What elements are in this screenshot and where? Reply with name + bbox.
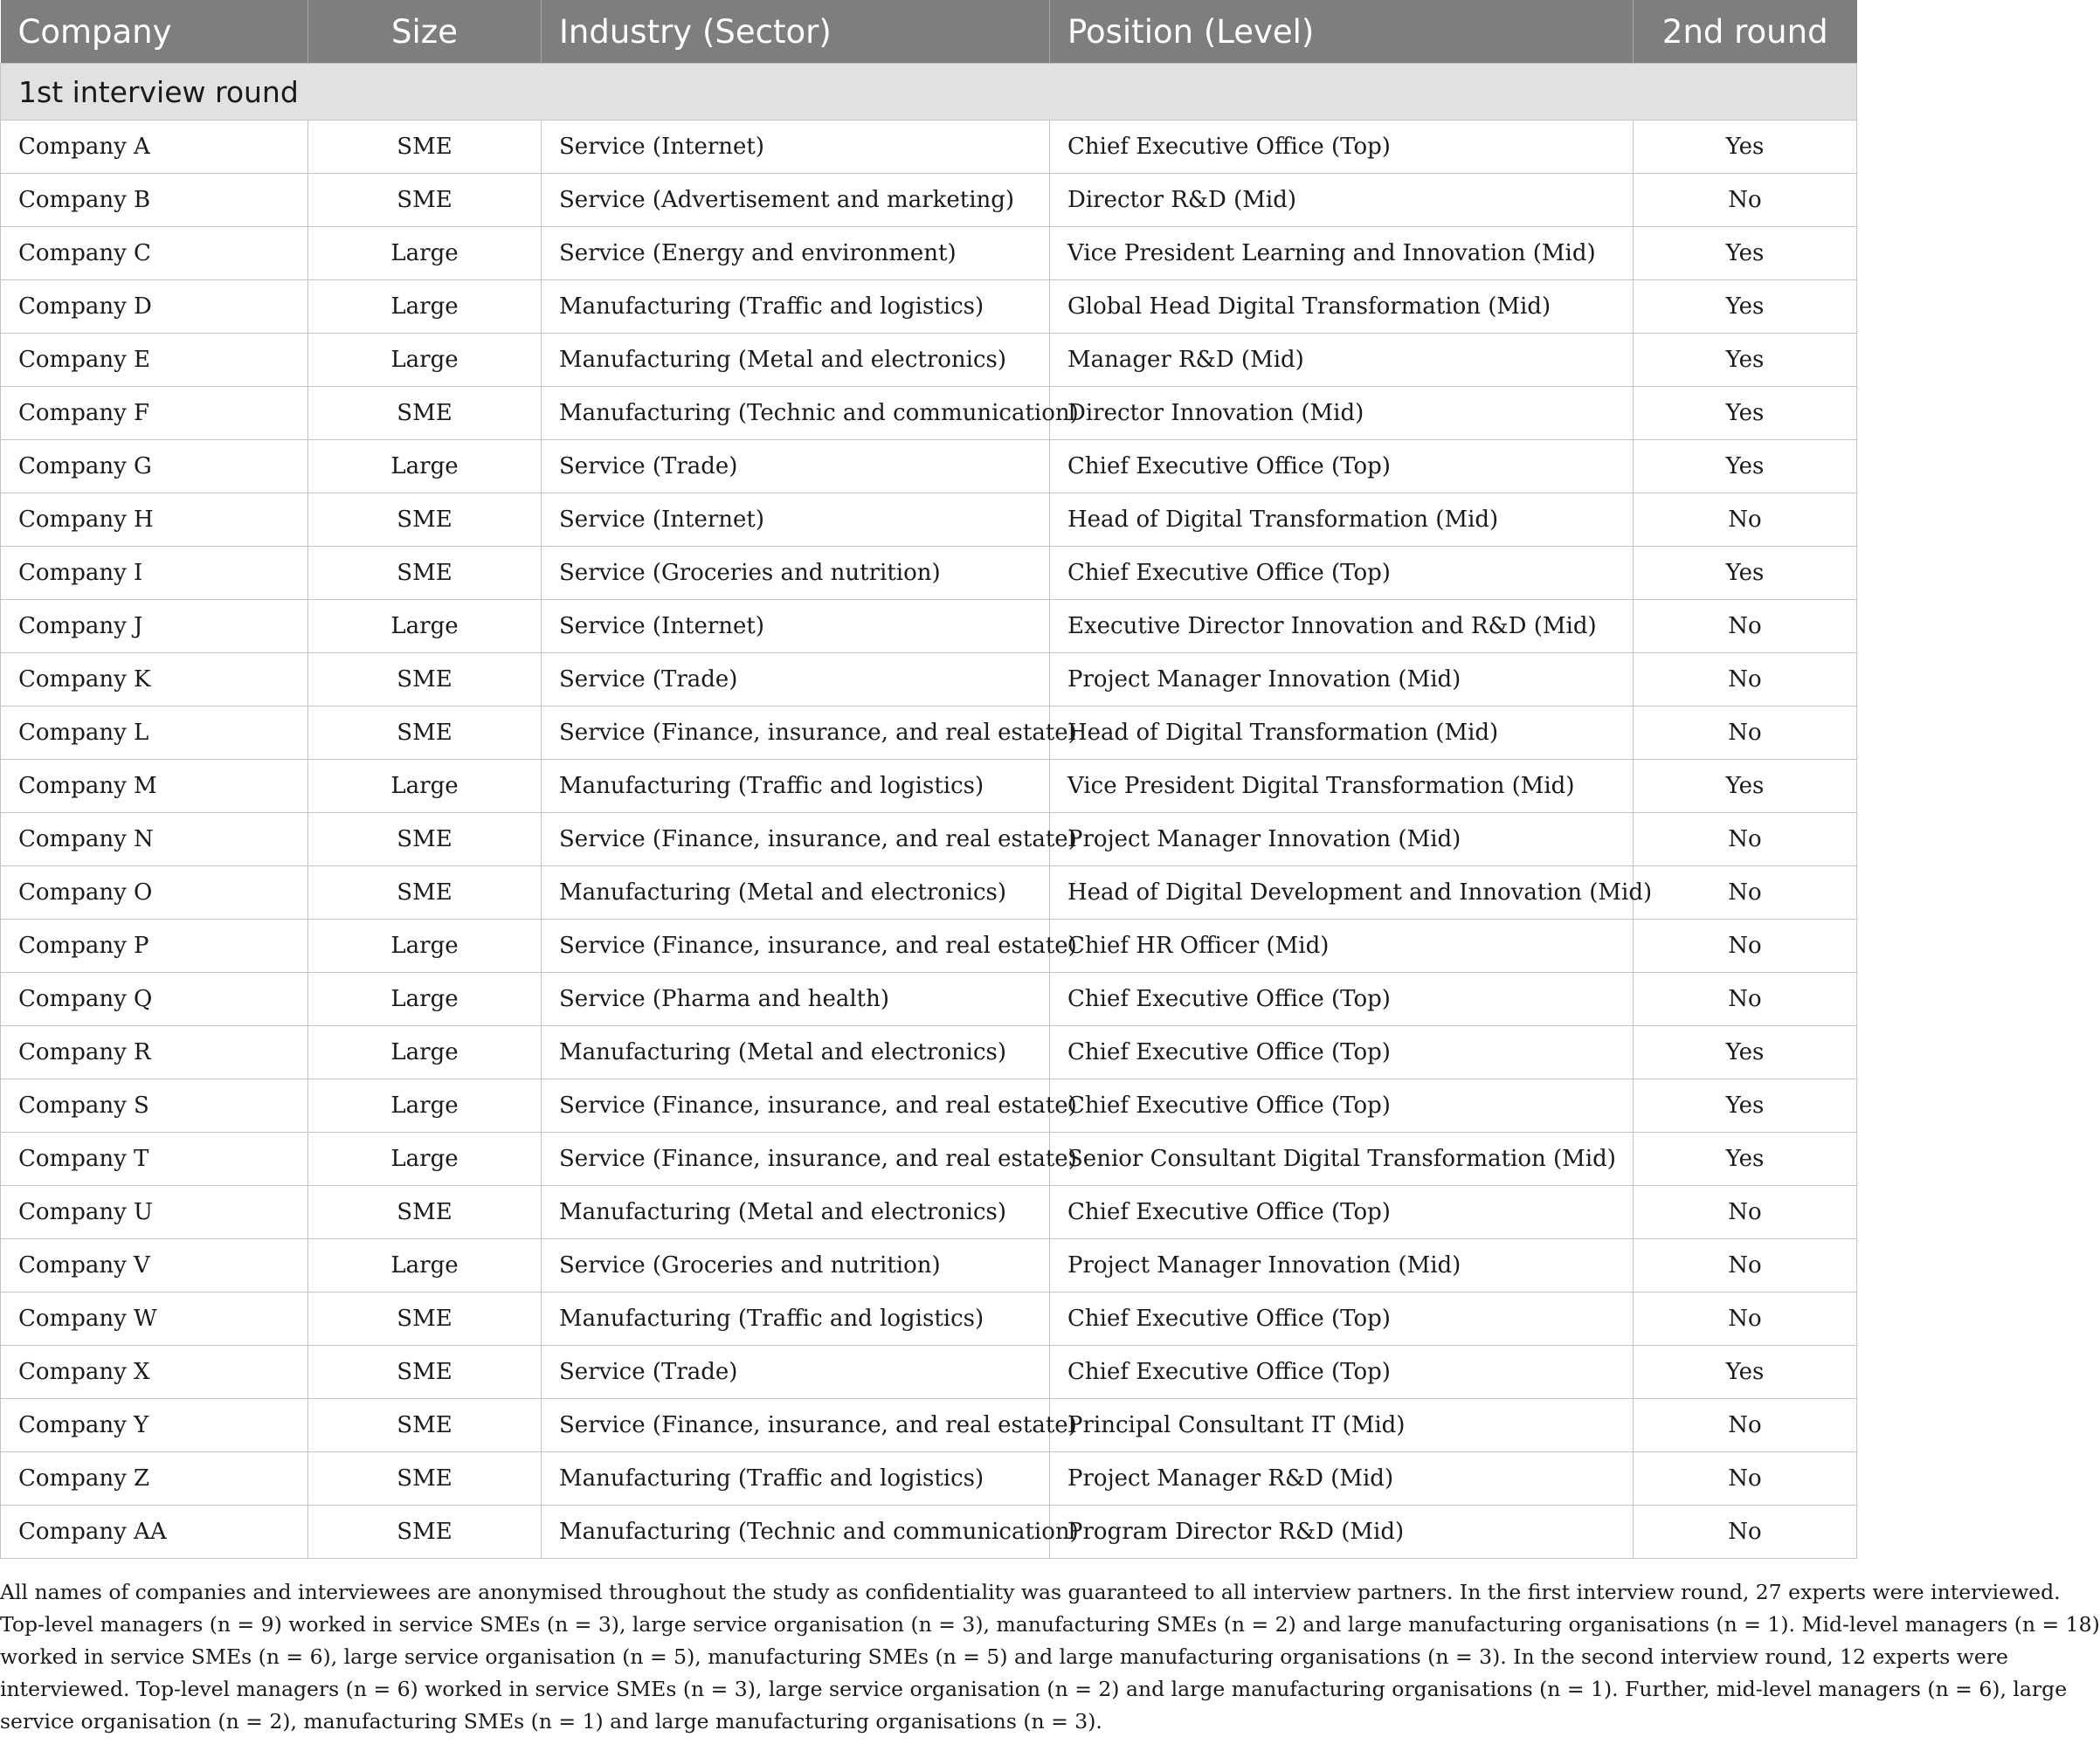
header-second-round: 2nd round bbox=[1634, 0, 1857, 64]
cell-industry: Service (Finance, insurance, and real estate) bbox=[542, 1079, 1050, 1133]
cell-size: SME bbox=[308, 1452, 542, 1506]
header-position: Position (Level) bbox=[1050, 0, 1634, 64]
cell-second-round: No bbox=[1634, 1292, 1857, 1346]
cell-second-round: Yes bbox=[1634, 1079, 1857, 1133]
cell-company: Company Z bbox=[1, 1452, 308, 1506]
cell-position: Manager R&D (Mid) bbox=[1050, 334, 1634, 387]
cell-industry: Service (Internet) bbox=[542, 600, 1050, 653]
cell-second-round: Yes bbox=[1634, 440, 1857, 493]
cell-second-round: Yes bbox=[1634, 1026, 1857, 1079]
cell-second-round: No bbox=[1634, 973, 1857, 1026]
cell-size: Large bbox=[308, 973, 542, 1026]
cell-second-round: No bbox=[1634, 920, 1857, 973]
cell-company: Company G bbox=[1, 440, 308, 493]
cell-size: SME bbox=[308, 174, 542, 227]
cell-second-round: Yes bbox=[1634, 387, 1857, 440]
footnote-line: All names of companies and interviewees are anonymised throughout the study as confidentiality was guaranteed to all interview partners. In the first interview round, 27 experts were interviewed. bbox=[0, 1580, 2061, 1604]
cell-size: SME bbox=[308, 387, 542, 440]
cell-position: Director R&D (Mid) bbox=[1050, 174, 1634, 227]
cell-size: SME bbox=[308, 547, 542, 600]
cell-position: Vice President Digital Transformation (Mid) bbox=[1050, 760, 1634, 813]
table-row bbox=[1, 973, 1857, 1026]
cell-position: Chief Executive Office (Top) bbox=[1050, 121, 1634, 174]
cell-size: SME bbox=[308, 121, 542, 174]
table-row bbox=[1, 1452, 1857, 1506]
cell-second-round: No bbox=[1634, 1239, 1857, 1292]
cell-company: Company X bbox=[1, 1346, 308, 1399]
cell-position: Chief HR Officer (Mid) bbox=[1050, 920, 1634, 973]
cell-size: Large bbox=[308, 334, 542, 387]
cell-company: Company F bbox=[1, 387, 308, 440]
header-size: Size bbox=[308, 0, 542, 64]
cell-position: Chief Executive Office (Top) bbox=[1050, 1026, 1634, 1079]
cell-position: Project Manager Innovation (Mid) bbox=[1050, 653, 1634, 707]
cell-size: Large bbox=[308, 1133, 542, 1186]
header-row bbox=[1, 0, 1857, 64]
cell-size: SME bbox=[308, 1186, 542, 1239]
cell-company: Company O bbox=[1, 866, 308, 920]
table-row bbox=[1, 280, 1857, 334]
cell-second-round: Yes bbox=[1634, 121, 1857, 174]
cell-industry: Manufacturing (Traffic and logistics) bbox=[542, 1292, 1050, 1346]
cell-position: Senior Consultant Digital Transformation (Mid) bbox=[1050, 1133, 1634, 1186]
footnote-line: Top-level managers (n = 9) worked in service SMEs (n = 3), large service organisation (n = 3), manufacturing SMEs (n = 2) and large manufacturing organisations (n = 1). Mid-level managers (n = 18) bbox=[0, 1612, 2100, 1637]
cell-company: Company K bbox=[1, 653, 308, 707]
cell-second-round: No bbox=[1634, 174, 1857, 227]
cell-industry: Service (Finance, insurance, and real estate) bbox=[542, 813, 1050, 866]
cell-second-round: No bbox=[1634, 493, 1857, 547]
cell-position: Chief Executive Office (Top) bbox=[1050, 973, 1634, 1026]
cell-industry: Service (Internet) bbox=[542, 493, 1050, 547]
cell-size: SME bbox=[308, 866, 542, 920]
cell-second-round: No bbox=[1634, 1186, 1857, 1239]
cell-industry: Service (Energy and environment) bbox=[542, 227, 1050, 280]
cell-size: SME bbox=[308, 1292, 542, 1346]
table-row bbox=[1, 1133, 1857, 1186]
cell-size: Large bbox=[308, 920, 542, 973]
table-row bbox=[1, 121, 1857, 174]
cell-second-round: Yes bbox=[1634, 280, 1857, 334]
table-row bbox=[1, 1239, 1857, 1292]
table-row bbox=[1, 653, 1857, 707]
cell-industry: Service (Finance, insurance, and real estate) bbox=[542, 1399, 1050, 1452]
cell-position: Vice President Learning and Innovation (Mid) bbox=[1050, 227, 1634, 280]
cell-second-round: No bbox=[1634, 813, 1857, 866]
cell-company: Company T bbox=[1, 1133, 308, 1186]
cell-size: Large bbox=[308, 1079, 542, 1133]
cell-company: Company S bbox=[1, 1079, 308, 1133]
cell-industry: Manufacturing (Traffic and logistics) bbox=[542, 280, 1050, 334]
table-row bbox=[1, 493, 1857, 547]
table-row bbox=[1, 866, 1857, 920]
cell-size: Large bbox=[308, 600, 542, 653]
table-footnote bbox=[0, 1576, 2100, 1738]
table-row bbox=[1, 387, 1857, 440]
cell-industry: Manufacturing (Metal and electronics) bbox=[542, 1026, 1050, 1079]
table-row bbox=[1, 1079, 1857, 1133]
cell-position: Project Manager Innovation (Mid) bbox=[1050, 813, 1634, 866]
cell-size: SME bbox=[308, 493, 542, 547]
cell-size: SME bbox=[308, 1399, 542, 1452]
footnote-line: interviewed. Top-level managers (n = 6) worked in service SMEs (n = 3), large service organisation (n = 2) and large manufacturing organisations (n = 1). Further, mid-level managers (n = 6), large bbox=[0, 1677, 2068, 1701]
cell-industry: Service (Trade) bbox=[542, 440, 1050, 493]
cell-second-round: Yes bbox=[1634, 334, 1857, 387]
cell-position: Head of Digital Transformation (Mid) bbox=[1050, 707, 1634, 760]
cell-second-round: Yes bbox=[1634, 227, 1857, 280]
header-company: Company bbox=[1, 0, 308, 64]
cell-size: SME bbox=[308, 1506, 542, 1559]
cell-industry: Service (Groceries and nutrition) bbox=[542, 547, 1050, 600]
table-row bbox=[1, 1186, 1857, 1239]
table-row bbox=[1, 813, 1857, 866]
cell-position: Principal Consultant IT (Mid) bbox=[1050, 1399, 1634, 1452]
cell-company: Company D bbox=[1, 280, 308, 334]
cell-position: Head of Digital Development and Innovation (Mid) bbox=[1050, 866, 1634, 920]
cell-industry: Service (Finance, insurance, and real estate) bbox=[542, 920, 1050, 973]
header-industry: Industry (Sector) bbox=[542, 0, 1050, 64]
table-row bbox=[1, 1506, 1857, 1559]
cell-position: Program Director R&D (Mid) bbox=[1050, 1506, 1634, 1559]
cell-second-round: Yes bbox=[1634, 547, 1857, 600]
cell-position: Chief Executive Office (Top) bbox=[1050, 1292, 1634, 1346]
cell-company: Company I bbox=[1, 547, 308, 600]
cell-company: Company B bbox=[1, 174, 308, 227]
cell-position: Global Head Digital Transformation (Mid) bbox=[1050, 280, 1634, 334]
cell-second-round: No bbox=[1634, 707, 1857, 760]
cell-company: Company H bbox=[1, 493, 308, 547]
cell-size: SME bbox=[308, 707, 542, 760]
cell-size: Large bbox=[308, 280, 542, 334]
cell-company: Company Y bbox=[1, 1399, 308, 1452]
table-row bbox=[1, 1292, 1857, 1346]
cell-size: Large bbox=[308, 227, 542, 280]
table-row bbox=[1, 334, 1857, 387]
cell-size: SME bbox=[308, 1346, 542, 1399]
table-row bbox=[1, 227, 1857, 280]
cell-industry: Manufacturing (Traffic and logistics) bbox=[542, 1452, 1050, 1506]
section-label: 1st interview round bbox=[1, 64, 1857, 121]
cell-company: Company E bbox=[1, 334, 308, 387]
cell-industry: Service (Groceries and nutrition) bbox=[542, 1239, 1050, 1292]
table-row bbox=[1, 174, 1857, 227]
cell-second-round: Yes bbox=[1634, 1346, 1857, 1399]
cell-size: Large bbox=[308, 760, 542, 813]
cell-size: Large bbox=[308, 1239, 542, 1292]
cell-company: Company C bbox=[1, 227, 308, 280]
cell-company: Company U bbox=[1, 1186, 308, 1239]
cell-industry: Service (Internet) bbox=[542, 121, 1050, 174]
cell-position: Chief Executive Office (Top) bbox=[1050, 1346, 1634, 1399]
cell-second-round: Yes bbox=[1634, 760, 1857, 813]
cell-company: Company R bbox=[1, 1026, 308, 1079]
footnote-line: worked in service SMEs (n = 6), large service organisation (n = 5), manufacturing SMEs (n = 5) and large manufacturing organisations (n = 3). In the second interview round, 12 experts were bbox=[0, 1644, 2008, 1669]
cell-second-round: No bbox=[1634, 653, 1857, 707]
cell-second-round: Yes bbox=[1634, 1133, 1857, 1186]
cell-size: Large bbox=[308, 440, 542, 493]
cell-company: Company N bbox=[1, 813, 308, 866]
cell-position: Chief Executive Office (Top) bbox=[1050, 1186, 1634, 1239]
table-row bbox=[1, 1026, 1857, 1079]
cell-second-round: No bbox=[1634, 600, 1857, 653]
cell-industry: Manufacturing (Technic and communication) bbox=[542, 387, 1050, 440]
cell-company: Company J bbox=[1, 600, 308, 653]
cell-company: Company V bbox=[1, 1239, 308, 1292]
cell-position: Chief Executive Office (Top) bbox=[1050, 440, 1634, 493]
table-row bbox=[1, 547, 1857, 600]
cell-company: Company W bbox=[1, 1292, 308, 1346]
cell-industry: Service (Finance, insurance, and real estate) bbox=[542, 707, 1050, 760]
cell-industry: Service (Finance, insurance, and real estate) bbox=[542, 1133, 1050, 1186]
cell-position: Project Manager R&D (Mid) bbox=[1050, 1452, 1634, 1506]
cell-company: Company A bbox=[1, 121, 308, 174]
cell-size: SME bbox=[308, 653, 542, 707]
table-row bbox=[1, 1399, 1857, 1452]
cell-industry: Service (Advertisement and marketing) bbox=[542, 174, 1050, 227]
cell-second-round: No bbox=[1634, 1399, 1857, 1452]
table-row bbox=[1, 1346, 1857, 1399]
cell-industry: Manufacturing (Metal and electronics) bbox=[542, 866, 1050, 920]
cell-industry: Manufacturing (Technic and communication) bbox=[542, 1506, 1050, 1559]
table-row bbox=[1, 707, 1857, 760]
cell-company: Company M bbox=[1, 760, 308, 813]
cell-industry: Manufacturing (Traffic and logistics) bbox=[542, 760, 1050, 813]
cell-position: Head of Digital Transformation (Mid) bbox=[1050, 493, 1634, 547]
table-row bbox=[1, 920, 1857, 973]
cell-size: SME bbox=[308, 813, 542, 866]
cell-position: Project Manager Innovation (Mid) bbox=[1050, 1239, 1634, 1292]
cell-industry: Manufacturing (Metal and electronics) bbox=[542, 1186, 1050, 1239]
cell-position: Chief Executive Office (Top) bbox=[1050, 1079, 1634, 1133]
cell-company: Company Q bbox=[1, 973, 308, 1026]
table-row bbox=[1, 600, 1857, 653]
cell-second-round: No bbox=[1634, 1506, 1857, 1559]
table-row bbox=[1, 440, 1857, 493]
cell-company: Company L bbox=[1, 707, 308, 760]
cell-industry: Service (Pharma and health) bbox=[542, 973, 1050, 1026]
cell-position: Chief Executive Office (Top) bbox=[1050, 547, 1634, 600]
cell-industry: Manufacturing (Metal and electronics) bbox=[542, 334, 1050, 387]
cell-industry: Service (Trade) bbox=[542, 1346, 1050, 1399]
cell-position: Executive Director Innovation and R&D (Mid) bbox=[1050, 600, 1634, 653]
cell-company: Company P bbox=[1, 920, 308, 973]
cell-industry: Service (Trade) bbox=[542, 653, 1050, 707]
cell-company: Company AA bbox=[1, 1506, 308, 1559]
cell-second-round: No bbox=[1634, 866, 1857, 920]
cell-position: Director Innovation (Mid) bbox=[1050, 387, 1634, 440]
footnote-line: service organisation (n = 2), manufacturing SMEs (n = 1) and large manufacturing organisations (n = 3). bbox=[0, 1709, 1102, 1734]
cell-size: Large bbox=[308, 1026, 542, 1079]
table-row bbox=[1, 760, 1857, 813]
section-row bbox=[1, 64, 1857, 121]
cell-second-round: No bbox=[1634, 1452, 1857, 1506]
